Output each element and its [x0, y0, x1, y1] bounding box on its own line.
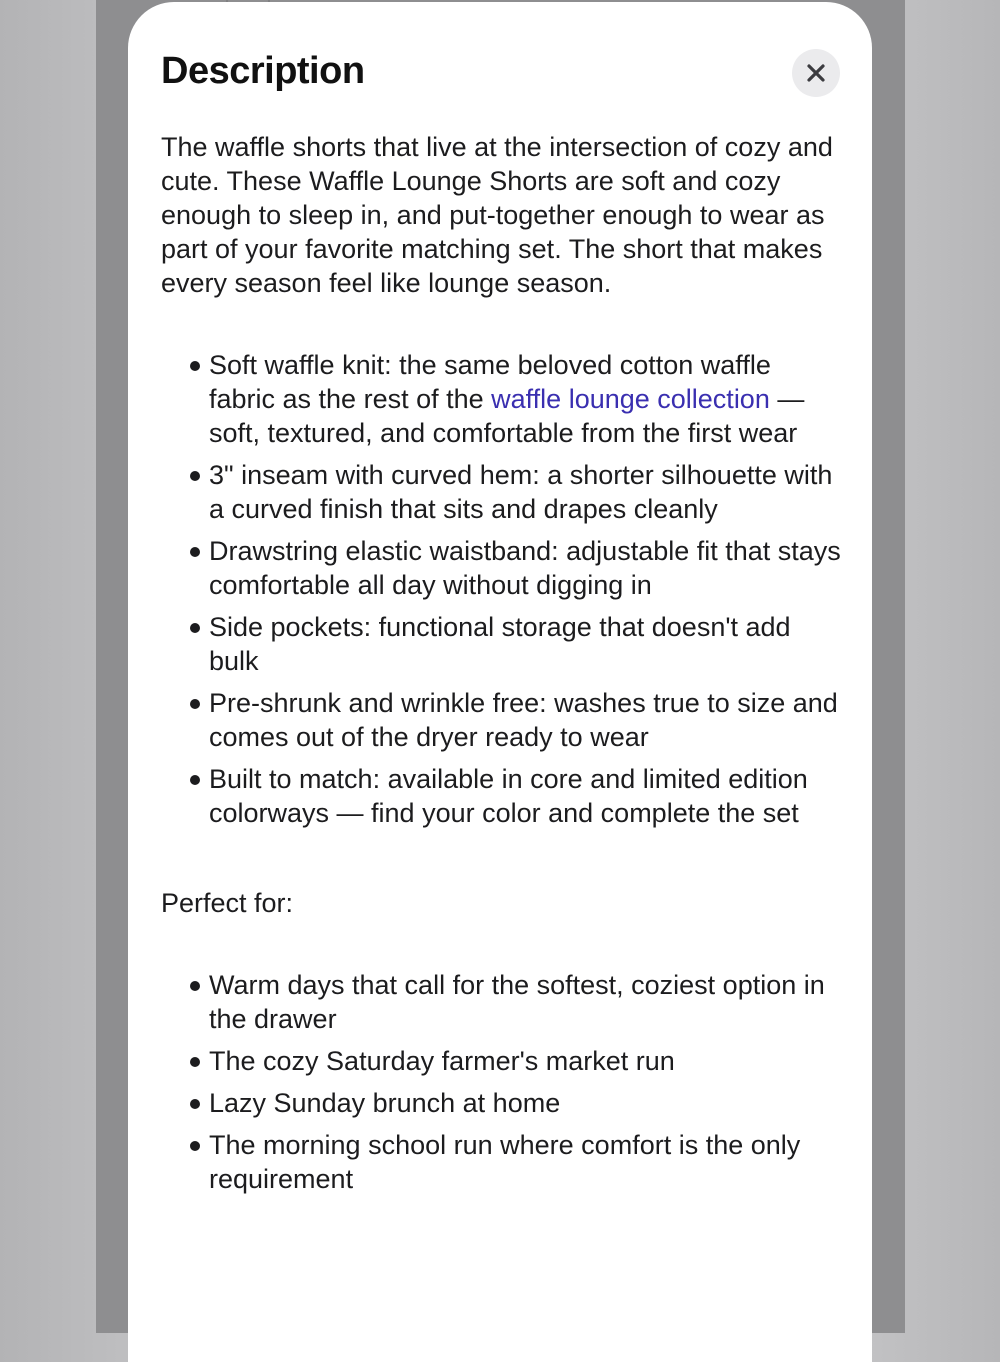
perfect-for-item: The morning school run where comfort is the only requirement [161, 1128, 841, 1196]
feature-item: Pre-shrunk and wrinkle free: washes true to size and comes out of the dryer ready to wear [161, 686, 841, 754]
feature-item: 3" inseam with curved hem: a shorter silhouette with a curved finish that sits and drapes cleanly [161, 458, 841, 526]
sheet-title: Description [161, 50, 365, 92]
perfect-for-list [161, 968, 841, 1196]
feature-item: Side pockets: functional storage that doesn't add bulk [161, 610, 841, 678]
description-intro: The waffle shorts that live at the intersection of cozy and cute. These Waffle Lounge Shorts are soft and cozy enough to sleep in, and put-together enough to wear as part of your favorite matching set. The short that makes every season feel like lounge season. [161, 132, 833, 298]
description-sheet [128, 2, 872, 1362]
feature-item [161, 348, 841, 450]
close-icon [806, 63, 826, 83]
perfect-for-item: Warm days that call for the softest, coziest option in the drawer [161, 968, 841, 1036]
perfect-for-item: The cozy Saturday farmer's market run [161, 1044, 841, 1078]
perfect-for-heading: Perfect for: [161, 888, 294, 918]
feature-item: Drawstring elastic waistband: adjustable fit that stays comfortable all day without digging in [161, 534, 841, 602]
feature-text: — soft, textured, and comfortable from the first wear [209, 384, 805, 448]
perfect-for-item: Lazy Sunday brunch at home [161, 1086, 841, 1120]
waffle-lounge-collection-link[interactable]: waffle lounge collection [491, 384, 770, 414]
description-content [161, 130, 841, 1204]
close-button[interactable] [792, 49, 840, 97]
feature-list [161, 348, 841, 830]
feature-text: Soft waffle knit: the same beloved cotton waffle fabric as the rest of the [209, 350, 771, 414]
feature-item: Built to match: available in core and limited edition colorways — find your color and complete the set [161, 762, 841, 830]
